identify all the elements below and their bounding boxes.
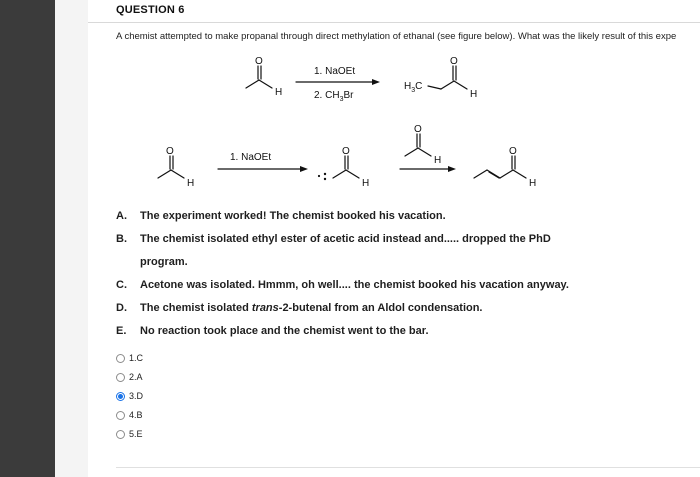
oxygen-label: O <box>342 146 350 157</box>
option-label: 5.E <box>129 429 143 439</box>
reagent-step1-label: 1. NaOEt <box>314 66 356 77</box>
propanal-structure <box>428 66 467 89</box>
bottom-divider <box>116 467 700 468</box>
option-label: 3.D <box>129 391 144 401</box>
methyl-label: $H_3C$ <box>404 81 423 94</box>
oxygen-label: O <box>509 146 517 157</box>
reaction-scheme-figure <box>0 0 700 200</box>
hydrogen-label: H <box>362 178 370 189</box>
radio-button-selected[interactable] <box>116 392 125 401</box>
reagent-aldol-label: 1. NaOEt <box>230 152 272 163</box>
radio-button[interactable] <box>116 373 125 382</box>
question-prompt: A chemist attempted to make propanal through direct methylation of ethanal (see figure below). What was the likely result of this expe <box>116 31 677 42</box>
hydrogen-label: H <box>187 178 195 189</box>
radio-button[interactable] <box>116 354 125 363</box>
option-1c[interactable] <box>116 350 143 366</box>
option-5e[interactable] <box>116 426 143 442</box>
lone-pair-dots <box>318 173 326 180</box>
enolate-structure <box>333 156 359 178</box>
answer-b: B. The chemist isolated ethyl ester of acetic acid instead and..... dropped the PhD <box>116 233 551 245</box>
answer-b-continuation: program. <box>140 256 188 268</box>
hydrogen-label: H <box>275 87 283 98</box>
ethanal-structure-bottom <box>158 156 184 178</box>
hydrogen-label: H <box>470 89 478 100</box>
answer-a: A. The experiment worked! The chemist booked his vacation. <box>116 210 446 222</box>
option-label: 1.C <box>129 353 144 363</box>
oxygen-label: O <box>166 146 174 157</box>
option-4b[interactable] <box>116 407 143 423</box>
option-3d[interactable] <box>116 388 143 404</box>
answer-e: E. No reaction took place and the chemist went to the bar. <box>116 325 429 337</box>
option-label: 4.B <box>129 410 143 420</box>
answer-c: C. Acetone was isolated. Hmmm, oh well.... the chemist booked his vacation anyway. <box>116 279 569 291</box>
option-label: 2.A <box>129 372 143 382</box>
reagent-step2-label: 2. $CH_3Br$ <box>314 90 354 103</box>
ethanal-structure-top <box>246 66 272 88</box>
radio-button[interactable] <box>116 411 125 420</box>
trans-2-butenal-structure <box>474 156 526 178</box>
ethanal-electrophile-structure <box>405 134 431 156</box>
question-title: QUESTION 6 <box>116 4 185 16</box>
option-2a[interactable] <box>116 369 143 385</box>
radio-button[interactable] <box>116 430 125 439</box>
hydrogen-label: H <box>434 155 442 166</box>
oxygen-label: O <box>255 56 263 67</box>
oxygen-label: O <box>414 124 422 135</box>
oxygen-label: O <box>450 56 458 67</box>
hydrogen-label: H <box>529 178 537 189</box>
answer-d: D. The chemist isolated trans-2-butenal from an Aldol condensation. <box>116 302 483 314</box>
